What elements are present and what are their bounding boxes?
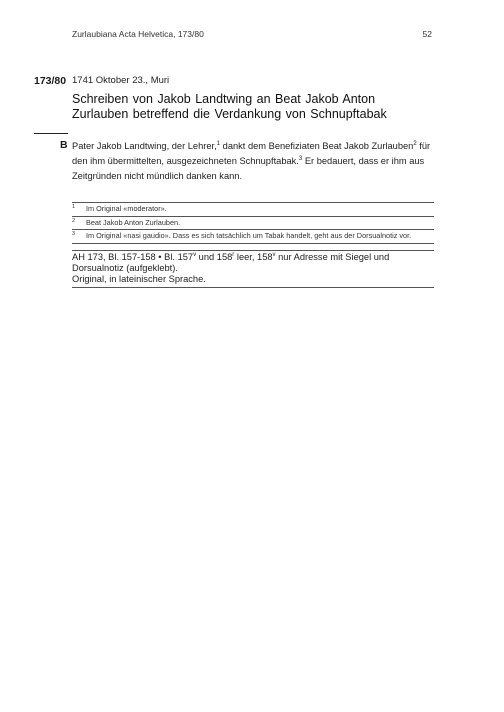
section-divider	[34, 133, 68, 134]
footnote-mark: 3	[72, 231, 76, 237]
regest-letter: B	[60, 139, 68, 151]
folio-side: v	[193, 251, 197, 258]
source-text: nur Adresse mit Siegel und Dorsualnotiz (aufgeklebt).	[72, 252, 390, 273]
footnote-text: Im Original «nasi gaudio». Dass es sich tatsächlich um Tabak handelt, geht aus der Dorsualnotiz vor.	[86, 231, 412, 240]
regest-part: Er bedauert, dass er ihm aus Zeitgründen nicht mündlich danken kann.	[72, 156, 425, 181]
folio-side: r	[232, 251, 235, 258]
source-text: und 158	[196, 252, 233, 262]
regest-part: dankt dem Benefiziaten Beat Jakob Zurlauben	[220, 141, 414, 151]
footnote-ref: 3	[298, 155, 303, 162]
footnote	[72, 217, 434, 231]
source-text: AH 173, Bl. 157-158 • Bl. 157	[72, 252, 194, 262]
regest-part: für den ihm übermittelten, ausgezeichneten Schnupftabak.	[72, 141, 431, 166]
entry-title: Schreiben von Jakob Landtwing an Beat Jakob Anton Zurlauben betreffend die Verdankung von Schnupftabak	[72, 92, 387, 121]
footnote	[72, 203, 434, 217]
footnote-ref: 2	[413, 140, 417, 147]
footnotes	[72, 202, 434, 244]
running-header-title: Zurlaubiana Acta Helvetica, 173/80	[72, 29, 204, 39]
regest-text	[72, 139, 432, 184]
entry-number: 173/80	[34, 75, 67, 87]
regest-part: Pater Jakob Landtwing, der Lehrer,	[72, 141, 217, 151]
source-archive-line	[72, 252, 434, 274]
running-header	[72, 29, 432, 39]
footnote-mark: 1	[72, 204, 76, 210]
footnote-mark: 2	[72, 217, 76, 224]
footnote-text: Beat Jakob Anton Zurlauben.	[86, 217, 181, 227]
source-references	[72, 250, 434, 288]
folio-side: v	[272, 251, 276, 258]
entry-date: 1741 Oktober 23., Muri	[72, 75, 170, 86]
source-text: leer, 158	[234, 252, 273, 262]
footnote	[72, 230, 434, 244]
footnote-ref: 1	[216, 140, 221, 147]
source-language-line: Original, in lateinischer Sprache.	[72, 274, 206, 284]
footnote-text: Im Original «moderator».	[86, 204, 167, 213]
page-number: 52	[422, 29, 432, 39]
